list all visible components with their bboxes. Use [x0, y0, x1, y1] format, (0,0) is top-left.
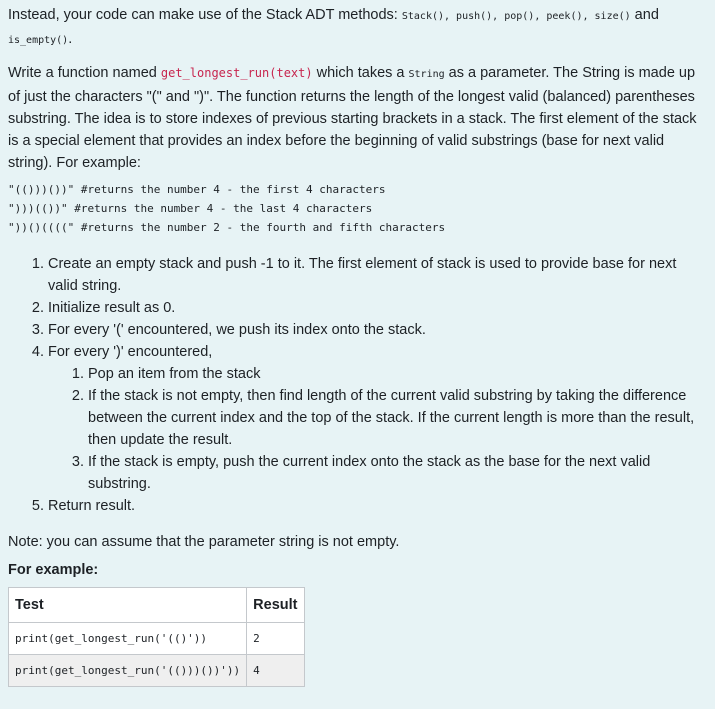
result-cell: 2: [247, 623, 304, 655]
column-header-test: Test: [9, 588, 247, 623]
example-line: ")))(())" #returns the number 4 - the last 4 characters: [8, 202, 373, 215]
step-item: 5. Return result.: [48, 495, 707, 517]
examples-table: [8, 587, 305, 687]
examples-block: [8, 180, 707, 237]
test-cell: print(get_longest_run('(()))())')): [9, 655, 247, 687]
note-text: Note: you can assume that the parameter string is not empty.: [8, 534, 400, 550]
sub-step-item: 1. Pop an item from the stack: [88, 363, 707, 385]
example-line: "))()((((" #returns the number 2 - the fourth and fifth characters: [8, 221, 446, 234]
example-line: "(()))())" #returns the number 4 - the first 4 characters: [8, 183, 386, 196]
type-name: String: [408, 69, 445, 80]
table-row: [9, 623, 305, 655]
sub-steps: [48, 363, 707, 495]
sub-step-item: 2. If the stack is not empty, then find length of the current valid substring by taking the difference between the current index and the top of the stack. If the current length is more than the result, then update the result.: [88, 385, 707, 451]
step-item: 2. Initialize result as 0.: [48, 297, 707, 319]
description-paragraph: Write a function named get_longest_run(text) which takes a String as a parameter. The String is made up of just the characters "(" and ")". The function returns the length of the longest valid (balanced) parentheses substring. The idea is to store indexes of previous starting brackets in a stack. The first element of the stack is a special element that provides an index before the beginning of valid substrings (base for next valid string). For example:: [8, 65, 697, 171]
table-header-row: [9, 588, 305, 623]
algorithm-steps: [8, 253, 707, 517]
table-row: [9, 655, 305, 687]
sub-step-item: 3. If the stack is empty, push the current index onto the stack as the base for the next valid substring.: [88, 451, 707, 495]
stack-methods: Stack(), push(), pop(), peek(), size(): [401, 11, 631, 22]
function-name: get_longest_run(text): [160, 66, 313, 80]
step-item: 4. For every ')' encountered, 1. Pop an item from the stack 2. If the stack is not empty, then find length of the current valid substring by taking the difference between the current index and the top of the stack. If the current length is more than the result, then update the result. 3. If the stack is empty, push the current index onto the stack as the base for the next valid substring.: [48, 341, 707, 495]
intro-paragraph: Instead, your code can make use of the Stack ADT methods: Stack(), push(), pop(), peek(), size() and is_empty().: [8, 7, 659, 47]
is-empty-method: is_empty(): [8, 35, 69, 46]
step-item: 1. Create an empty stack and push -1 to it. The first element of stack is used to provide base for next valid string.: [48, 253, 707, 297]
test-cell: print(get_longest_run('(()')): [9, 623, 247, 655]
for-example-heading: For example:: [8, 562, 99, 578]
column-header-result: Result: [247, 588, 304, 623]
result-cell: 4: [247, 655, 304, 687]
step-item: 3. For every '(' encountered, we push its index onto the stack.: [48, 319, 707, 341]
